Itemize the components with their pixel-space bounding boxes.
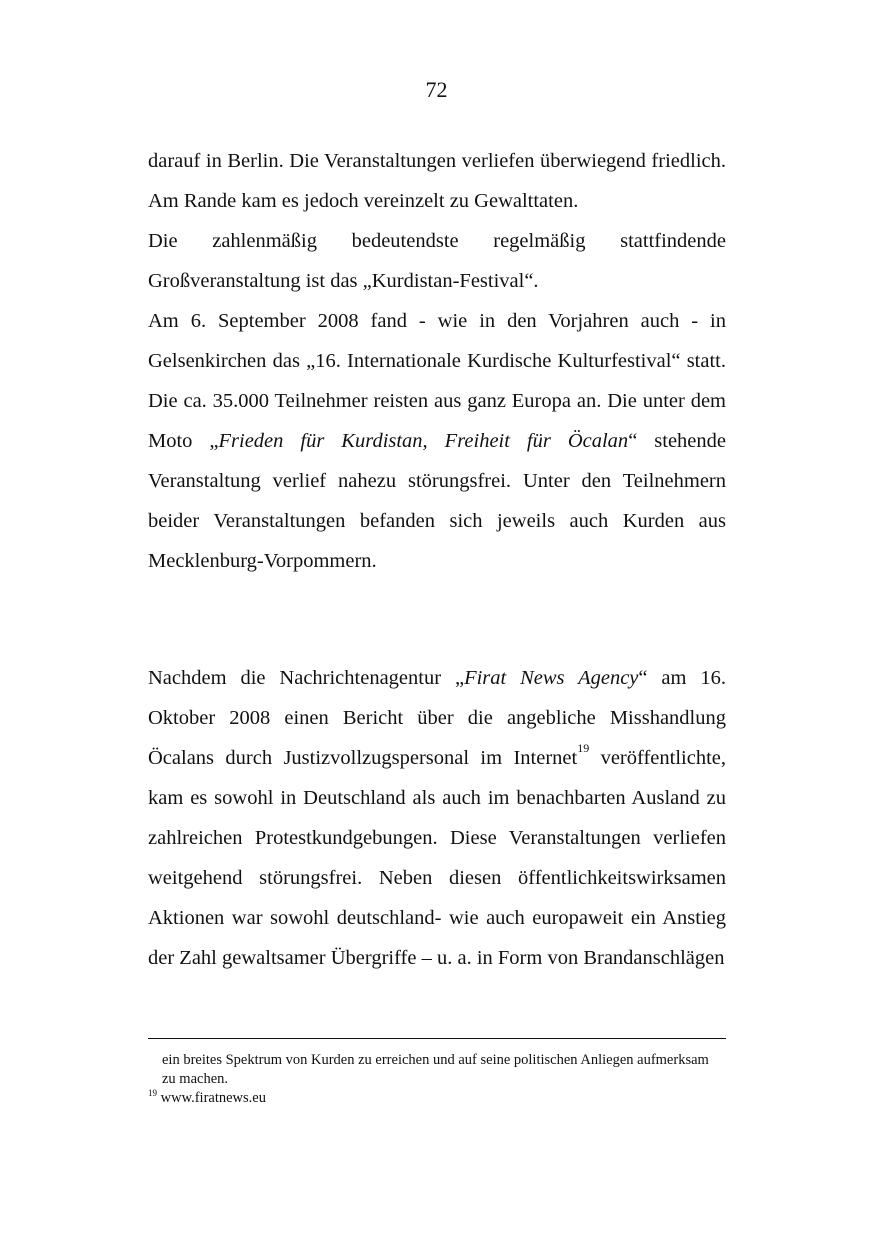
paragraph: darauf in Berlin. Die Veranstaltungen verliefen überwiegend friedlich. Am Rande kam es jedoch vereinzelt zu Gewalttaten. bbox=[148, 150, 726, 212]
footnotes bbox=[148, 1051, 726, 1108]
text-run: “ stehende Veranstaltung verlief nahezu störungsfrei. Unter den Teilnehmern beider Veranstaltungen befanden sich jeweils auch Kurden aus Mecklenburg-Vorpommern. bbox=[148, 430, 726, 572]
paragraph: Die zahlenmäßig bedeutendste regelmäßig stattfindende Großveranstaltung ist das „Kurdistan-Festival“. bbox=[148, 230, 726, 292]
footnote-text: www.firatnews.eu bbox=[157, 1090, 266, 1106]
motto-italic: Frieden für Kurdistan, Freiheit für Öcalan bbox=[218, 430, 629, 452]
page-number: 72 bbox=[425, 77, 448, 102]
footnote-reference: 19 bbox=[577, 741, 590, 755]
footnote-19 bbox=[148, 1089, 726, 1108]
text-run: “ am 16. Oktober 2008 einen Bericht über die angebliche Misshandlung Öcalans durch Justizvollzugspersonal im Internet bbox=[148, 667, 726, 769]
agency-name-italic: Firat News Agency bbox=[464, 667, 639, 689]
text-run: Nachdem die Nachrichtenagentur „ bbox=[148, 667, 465, 689]
body-text-section-1 bbox=[148, 141, 726, 581]
text-run: Am 6. September 2008 fand - wie in den Vorjahren auch - in Gelsenkirchen das „16. Internationale Kurdische Kulturfestival“ statt. Die ca. 35.000 Teilnehmer reisten aus ganz Europa an. Die unter dem Moto „ bbox=[148, 310, 726, 452]
footnote-number: 19 bbox=[148, 1088, 157, 1098]
body-text-section-2 bbox=[148, 658, 726, 978]
footnote-separator bbox=[148, 1038, 726, 1039]
text-run: veröffentlichte, kam es sowohl in Deutschland als auch im benachbarten Ausland zu zahlreichen Protestkundgebungen. Diese Veranstaltungen verliefen weitgehend störungsfrei. Neben diesen öffentlichkeitswirksamen Aktionen war sowohl deutschland- wie auch europaweit ein Anstieg der Zahl gewaltsamer Übergriffe – u. a. in Form von Brandanschlägen bbox=[148, 747, 726, 969]
footnote-continuation: ein breites Spektrum von Kurden zu erreichen und auf seine politischen Anliegen aufmerksam zu machen. bbox=[162, 1052, 709, 1087]
paragraph bbox=[148, 301, 726, 581]
paragraph bbox=[148, 658, 726, 978]
